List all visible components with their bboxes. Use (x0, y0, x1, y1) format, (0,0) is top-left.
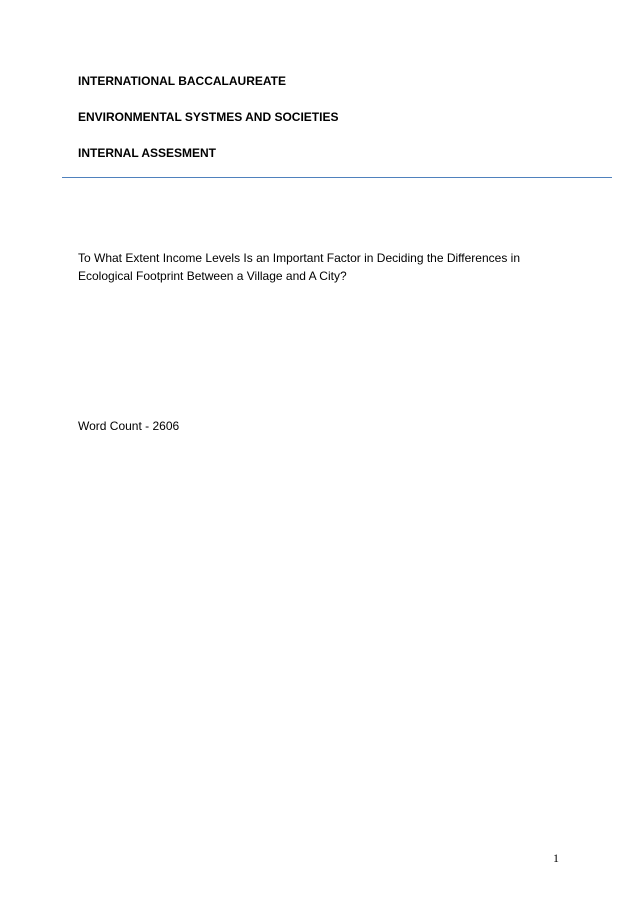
assessment-heading: INTERNAL ASSESMENT (78, 146, 217, 160)
page-number: 1 (553, 851, 559, 865)
research-question-line-1: To What Extent Income Levels Is an Important Factor in Deciding the Differences in (78, 251, 520, 265)
word-count: Word Count - 2606 (78, 419, 180, 433)
research-question (78, 249, 578, 285)
subject-heading: ENVIRONMENTAL SYSTMES AND SOCIETIES (78, 110, 339, 124)
research-question-line-2: Ecological Footprint Between a Village and A City? (78, 269, 347, 283)
header-divider (62, 177, 612, 178)
institution-heading: INTERNATIONAL BACCALAUREATE (78, 74, 286, 88)
